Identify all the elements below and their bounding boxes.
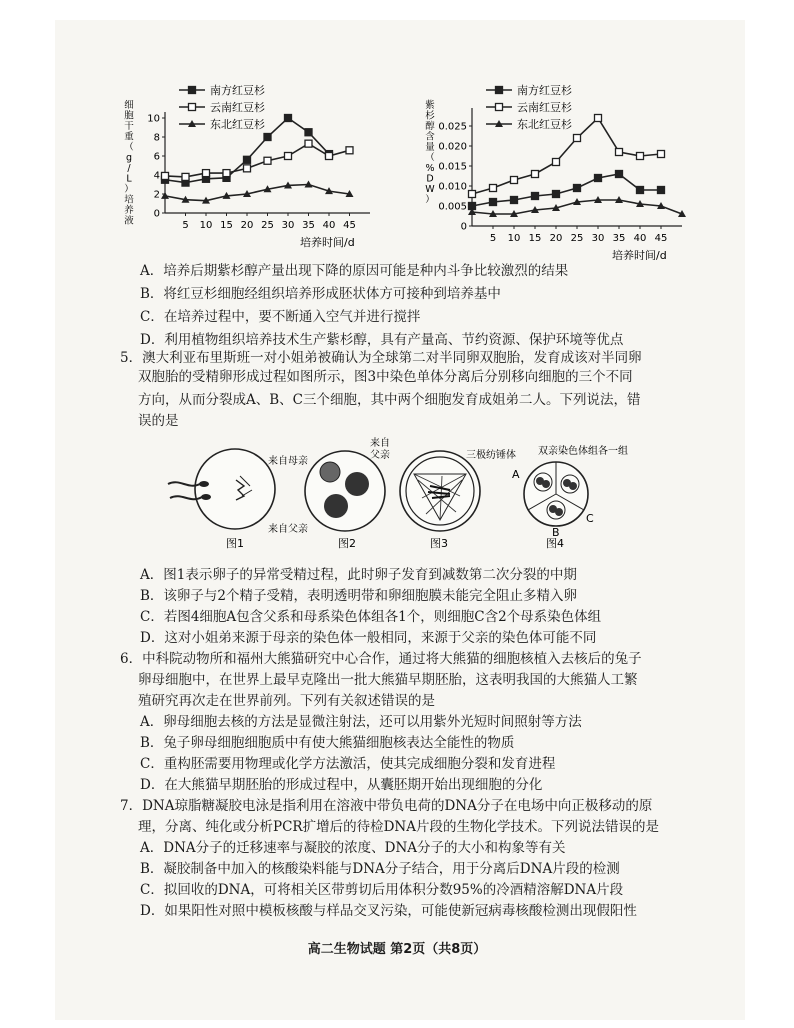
y-tick-label: 0 xyxy=(153,208,160,220)
y-tick-label: 0.025 xyxy=(438,121,467,133)
data-point xyxy=(616,149,623,156)
q5-stem-line-3: 方向，从而分裂成A、B、C三个细胞，其中两个细胞发育成姐弟二人。下列说法，错 xyxy=(138,392,641,408)
y-tick-label: 0.015 xyxy=(438,161,467,173)
data-point xyxy=(305,129,312,136)
y-tick-label: 2 xyxy=(153,189,160,201)
y-tick-label: 4 xyxy=(153,170,160,182)
series-line-0 xyxy=(472,174,661,206)
x-tick-label: 15 xyxy=(220,220,233,231)
figure-4-caption: 图4 xyxy=(546,537,564,550)
x-tick-label: 30 xyxy=(281,220,295,231)
legend-entry: 云南红豆杉 xyxy=(210,101,265,114)
q6-option-c: C．重构胚需要用物理或化学方法激活，使其完成细胞分裂和发育进程 xyxy=(140,756,556,772)
data-point xyxy=(223,170,230,177)
label-cell-c: C xyxy=(586,512,594,525)
x-tick-label: 25 xyxy=(570,233,584,244)
y-axis-label-char: 干 xyxy=(124,121,134,132)
data-point xyxy=(490,199,497,206)
q7-option-c: C．拟回收的DNA，可将相关区带剪切后用体积分数95%的冷酒精溶解DNA片段 xyxy=(140,882,624,898)
q7-option-b: B．凝胶制备中加入的核酸染料能与DNA分子结合，用于分离后DNA片段的检测 xyxy=(140,861,620,877)
figure-3-caption: 图3 xyxy=(430,537,448,550)
y-axis-label-char: （ xyxy=(425,152,435,164)
y-axis-label-char: 养 xyxy=(124,205,134,216)
y-axis-label-char: g xyxy=(125,152,133,164)
data-point xyxy=(244,156,251,163)
data-point xyxy=(346,147,353,154)
x-axis-label: 培养时间/d xyxy=(612,249,667,260)
q5-stem-line-2: 双胞胎的受精卵形成过程如图所示，图3中染色单体分离后分别移向细胞的三个不同 xyxy=(138,369,633,385)
label-tripolar-spindle: 三极纺锤体 xyxy=(466,450,516,461)
data-point xyxy=(616,171,623,178)
data-point xyxy=(658,187,665,194)
q5-option-d: D．这对小姐弟来源于母亲的染色体一般相同，来源于父亲的染色体可能不同 xyxy=(140,630,597,646)
y-axis-label-char: % xyxy=(425,163,435,174)
q5-stem-line-4: 误的是 xyxy=(138,413,179,429)
data-point xyxy=(285,115,292,122)
q4-option-a: A．培养后期紫杉醇产量出现下降的原因可能是种内斗争比较激烈的结果 xyxy=(140,263,569,279)
q6-option-a: A．卵母细胞去核的方法是显微注射法，还可以用紫外光短时间照射等方法 xyxy=(140,714,582,730)
data-point xyxy=(264,134,271,141)
figure-2-zygote xyxy=(305,451,385,531)
q5-stem-line-1: 5．澳大利亚布里斯班一对小姐弟被确认为全球第二对半同卵双胞胎，发育成该对半同卵 xyxy=(120,350,642,366)
data-point xyxy=(162,172,169,179)
q5-option-a: A．图1表示卵子的异常受精过程，此时卵子发育到减数第二次分裂的中期 xyxy=(140,567,577,583)
data-point xyxy=(574,135,581,142)
data-point xyxy=(532,193,539,200)
q7-option-a: A．DNA分子的迁移速率与凝胶的浓度、DNA分子的大小和构象等有关 xyxy=(140,840,566,856)
data-point xyxy=(637,153,644,160)
data-point xyxy=(203,170,210,177)
y-tick-label: 6 xyxy=(153,151,160,163)
x-tick-label: 15 xyxy=(528,233,542,244)
y-axis-label-char: 培 xyxy=(124,194,134,206)
data-point xyxy=(264,157,271,164)
q6-stem-line-3: 殖研究再次走在世界前列。下列有关叙述错误的是 xyxy=(138,693,435,709)
data-point xyxy=(637,187,644,194)
data-point xyxy=(326,153,333,160)
legend-entry: 南方红豆杉 xyxy=(210,84,265,97)
q6-option-b: B．兔子卵母细胞细胞质中有使大熊猫细胞核表达全能性的物质 xyxy=(140,735,515,751)
label-from-father-top-2: 父亲 xyxy=(370,450,390,461)
data-point xyxy=(553,191,560,198)
label-from-father-bottom: 来自父亲 xyxy=(268,524,308,535)
y-axis-label-char: 量 xyxy=(425,142,435,153)
data-point xyxy=(305,140,312,147)
figure-2-caption: 图2 xyxy=(338,537,356,550)
x-tick-label: 10 xyxy=(199,220,213,231)
x-tick-label: 45 xyxy=(343,220,356,231)
x-tick-label: 35 xyxy=(302,220,315,231)
x-axis-label: 培养时间/d xyxy=(300,236,355,249)
y-axis-label-char: 杉 xyxy=(425,110,435,122)
y-tick-label: 0.005 xyxy=(438,201,467,213)
y-axis-label-char: 醇 xyxy=(425,121,435,132)
y-axis-label-char: W xyxy=(425,184,435,195)
page-footer: 高二生物试题 第2页（共8页） xyxy=(307,942,487,957)
figure-1-caption: 图1 xyxy=(226,537,244,550)
legend-marker xyxy=(496,104,503,111)
x-tick-label: 20 xyxy=(549,233,563,244)
q7-stem-line-2: 理，分离、纯化或分析PCR扩增后的待检DNA片段的生物化学技术。下列说法错误的是 xyxy=(138,819,659,835)
legend-entry: 东北红豆杉 xyxy=(210,118,265,131)
y-axis-label-char: 细 xyxy=(124,100,134,111)
x-tick-label: 35 xyxy=(612,233,626,244)
label-from-father-top-1: 来自 xyxy=(370,438,390,449)
q4-option-d: D．利用植物组织培养技术生产紫杉醇，具有产量高、节约资源、保护环境等优点 xyxy=(140,332,624,348)
y-axis-label-char: L xyxy=(126,173,132,185)
q4-option-c: C．在培养过程中，要不断通入空气并进行搅拌 xyxy=(140,309,421,325)
x-tick-label: 20 xyxy=(240,220,254,231)
y-axis-label-char: ） xyxy=(124,184,134,195)
data-point xyxy=(595,175,602,182)
y-tick-label: 0.010 xyxy=(438,181,467,193)
x-tick-label: 5 xyxy=(489,233,497,244)
y-axis-label-char: 重 xyxy=(124,131,134,143)
x-tick-label: 25 xyxy=(261,220,274,231)
q6-stem-line-1: 6．中科院动物所和福州大熊猫研究中心合作，通过将大熊猫的细胞核植入去核后的兔子 xyxy=(120,651,642,667)
y-tick-label: 8 xyxy=(153,132,160,144)
data-point xyxy=(161,192,169,199)
data-point xyxy=(244,165,251,172)
legend-marker xyxy=(496,87,503,94)
legend-entry: 南方红豆杉 xyxy=(517,84,572,97)
y-axis-label-char: 含 xyxy=(425,131,435,143)
y-tick-label: 0 xyxy=(460,221,467,233)
figure-1-egg xyxy=(168,449,275,529)
q5-figures xyxy=(160,434,680,554)
data-point xyxy=(285,153,292,160)
chart-taxol-content xyxy=(420,80,690,260)
x-tick-label: 5 xyxy=(182,220,189,231)
y-axis-label-char: ） xyxy=(425,194,435,206)
y-axis-label-char: 胞 xyxy=(124,110,134,122)
data-point xyxy=(490,185,497,192)
q4-option-b: B．将红豆杉细胞经组织培养形成胚状体方可接种到培养基中 xyxy=(140,286,501,302)
data-point xyxy=(553,159,560,166)
legend-marker xyxy=(189,87,196,94)
x-tick-label: 40 xyxy=(322,220,336,231)
chart-cell-dry-weight xyxy=(120,80,380,260)
q5-option-c: C．若图4细胞A包含父系和母系染色体组各1个，则细胞C含2个母系染色体组 xyxy=(140,609,602,625)
label-cell-a: A xyxy=(512,468,520,481)
data-point xyxy=(511,197,518,204)
figure-4-three-cells xyxy=(524,462,588,526)
x-tick-label: 45 xyxy=(654,233,668,244)
x-tick-label: 30 xyxy=(591,233,605,244)
q6-option-d: D．在大熊猫早期胚胎的形成过程中，从囊胚期开始出现细胞的分化 xyxy=(140,777,543,793)
label-both-parent-sets: 双亲染色体组各一组 xyxy=(538,446,628,457)
q5-option-b: B．该卵子与2个精子受精，表明透明带和卵细胞膜未能完全阻止多精入卵 xyxy=(140,588,578,604)
data-point xyxy=(511,177,518,184)
series-line-2 xyxy=(165,185,350,201)
q7-option-d: D．如果阳性对照中模板核酸与样品交叉污染，可能使新冠病毒核酸检测出现假阳性 xyxy=(140,903,637,919)
x-tick-label: 40 xyxy=(633,233,647,244)
x-tick-label: 10 xyxy=(507,233,521,244)
data-point xyxy=(595,115,602,122)
legend-marker xyxy=(189,104,196,111)
q6-stem-line-2: 卵母细胞中，在世界上最早克隆出一批大熊猫早期胚胎，这表明我国的大熊猫人工繁 xyxy=(138,672,638,688)
label-cell-b: B xyxy=(552,526,560,539)
y-axis-label-char: 紫 xyxy=(425,100,435,111)
y-axis-label-char: （ xyxy=(124,142,134,153)
q7-stem-line-1: 7．DNA琼脂糖凝胶电泳是指利用在溶液中带负电荷的DNA分子在电场中向正极移动的原 xyxy=(120,798,653,814)
data-point xyxy=(658,151,665,158)
figure-3-spindle xyxy=(400,451,480,531)
data-point xyxy=(182,173,189,180)
y-tick-label: 10 xyxy=(147,113,160,125)
label-from-mother: 来自母亲 xyxy=(268,456,308,467)
data-point xyxy=(469,191,476,198)
y-tick-label: 0.020 xyxy=(438,141,467,153)
y-axis-label-char: 液 xyxy=(124,215,134,227)
legend-entry: 云南红豆杉 xyxy=(517,101,572,114)
y-axis-label-char: / xyxy=(127,163,131,174)
data-point xyxy=(574,185,581,192)
legend-entry: 东北红豆杉 xyxy=(517,118,572,131)
data-point xyxy=(532,171,539,178)
y-axis-label-char: D xyxy=(426,173,434,185)
